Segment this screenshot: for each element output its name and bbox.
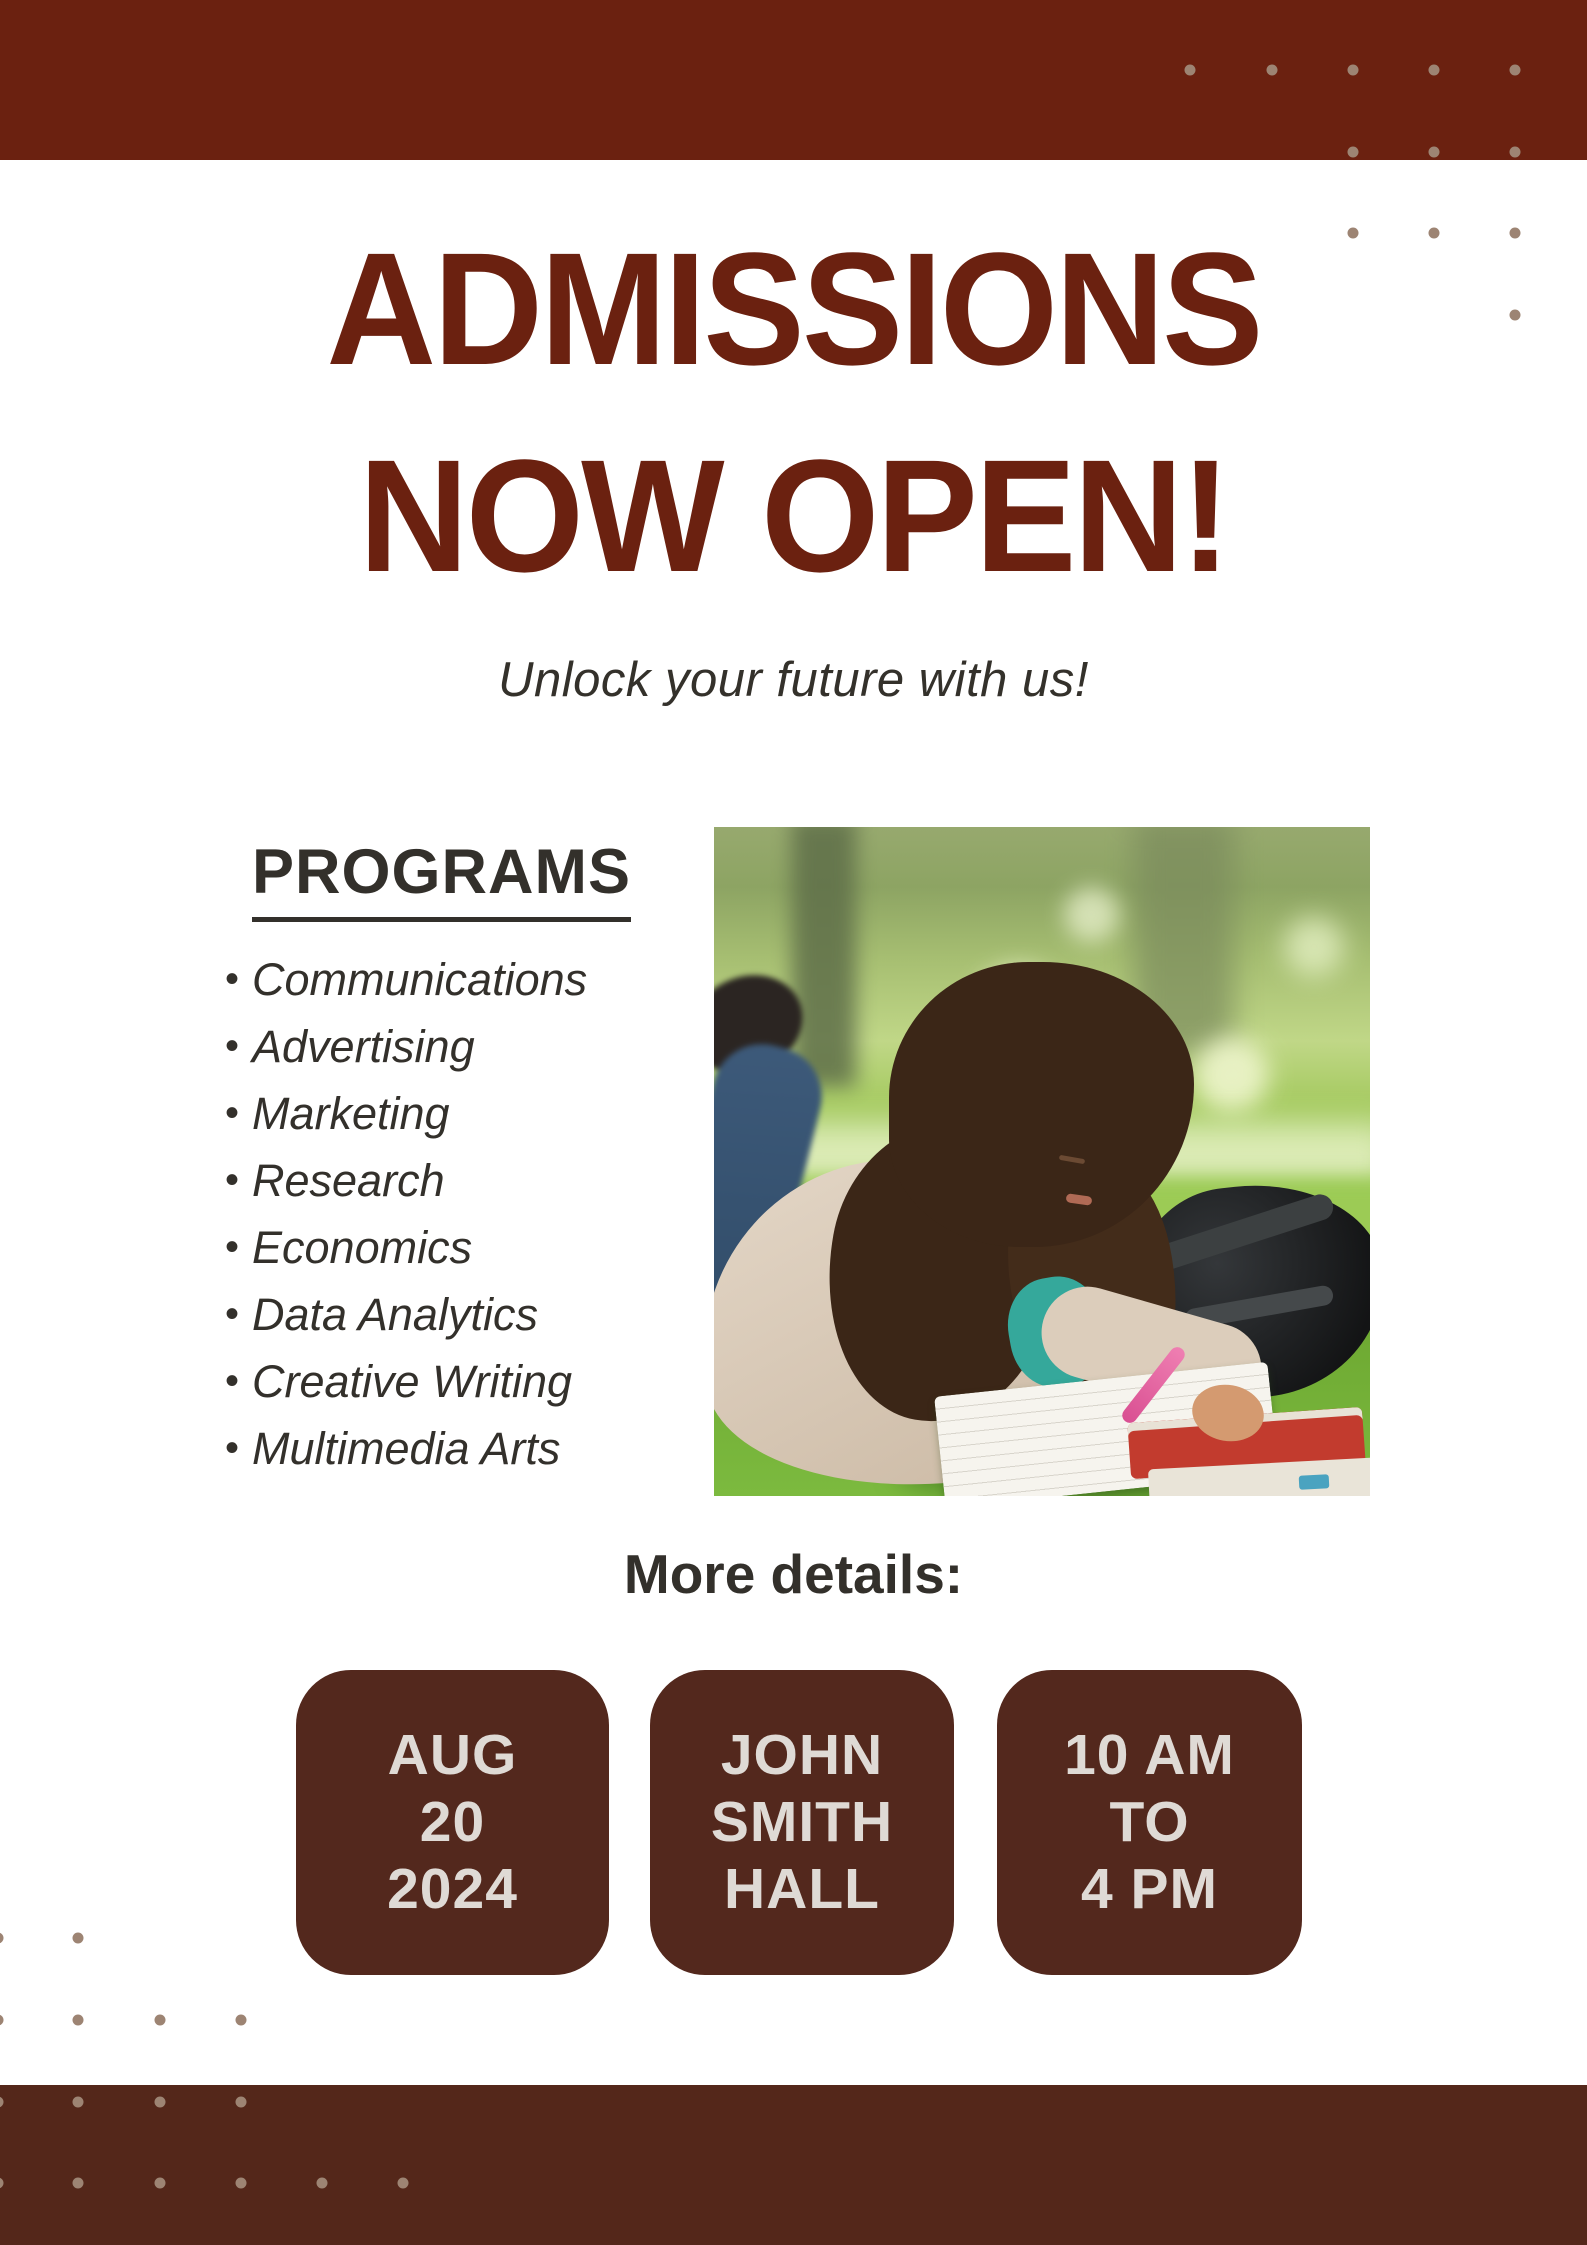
decorative-dot [1429, 228, 1440, 239]
decorative-dot [73, 2015, 84, 2026]
detail-line: TO [1109, 1790, 1190, 1854]
detail-line: SMITH [710, 1790, 894, 1854]
decorative-dot [236, 2097, 247, 2108]
decorative-dot [1185, 65, 1196, 76]
list-item: • Research [252, 1147, 767, 1214]
list-item: • Economics [252, 1214, 767, 1281]
detail-line: JOHN [720, 1723, 884, 1787]
list-item: • Multimedia Arts [252, 1415, 767, 1482]
top-color-bar [0, 0, 1587, 160]
photo-bokeh-light [1284, 917, 1344, 977]
programs-list [227, 946, 767, 1482]
list-item: • Advertising [252, 1013, 767, 1080]
photo-bokeh-light [1194, 1037, 1269, 1112]
programs-section [227, 836, 767, 1482]
decorative-dot [236, 2178, 247, 2189]
photo-tree-trunk [792, 827, 856, 1087]
bottom-color-band [0, 2085, 1587, 2245]
campus-photo [714, 827, 1370, 1496]
detail-line: 2024 [387, 1857, 518, 1921]
decorative-dot [1510, 147, 1521, 158]
decorative-dot [155, 2178, 166, 2189]
detail-line: 20 [419, 1790, 486, 1854]
decorative-dot [0, 2015, 4, 2026]
decorative-dot [0, 1933, 4, 1944]
decorative-dot [1429, 65, 1440, 76]
list-item: • Communications [252, 946, 767, 1013]
list-item: • Data Analytics [252, 1281, 767, 1348]
list-item: • Creative Writing [252, 1348, 767, 1415]
decorative-dot [317, 2178, 328, 2189]
detail-line: HALL [724, 1857, 880, 1921]
decorative-dot [398, 2178, 409, 2189]
decorative-dot [1510, 310, 1521, 321]
detail-card-time [997, 1670, 1302, 1975]
detail-card-location [650, 1670, 954, 1975]
decorative-dot [1429, 147, 1440, 158]
list-item: • Marketing [252, 1080, 767, 1147]
decorative-dot [73, 2178, 84, 2189]
decorative-dot [1348, 65, 1359, 76]
decorative-dot [73, 2097, 84, 2108]
decorative-dot [155, 2097, 166, 2108]
photo-bokeh-light [1064, 887, 1119, 942]
poster-title [0, 205, 1587, 619]
poster-title-line1: ADMISSIONS [326, 219, 1261, 398]
decorative-dot [236, 2015, 247, 2026]
poster-subtitle: Unlock your future with us! [498, 653, 1089, 707]
more-details-label: More details: [623, 1543, 964, 1605]
decorative-dot [73, 1933, 84, 1944]
programs-heading: PROGRAMS [252, 836, 631, 922]
decorative-dot [1510, 228, 1521, 239]
decorative-dot [1510, 65, 1521, 76]
decorative-dot [1348, 228, 1359, 239]
detail-card-date [296, 1670, 609, 1975]
decorative-dot [1267, 65, 1278, 76]
detail-line: AUG [387, 1723, 518, 1787]
poster-title-line2: NOW OPEN! [358, 426, 1229, 605]
decorative-dot [155, 2015, 166, 2026]
decorative-dot [1348, 147, 1359, 158]
detail-line: 4 PM [1080, 1857, 1219, 1921]
detail-line: 10 AM [1064, 1723, 1235, 1787]
photo-bookmark [1299, 1474, 1330, 1490]
